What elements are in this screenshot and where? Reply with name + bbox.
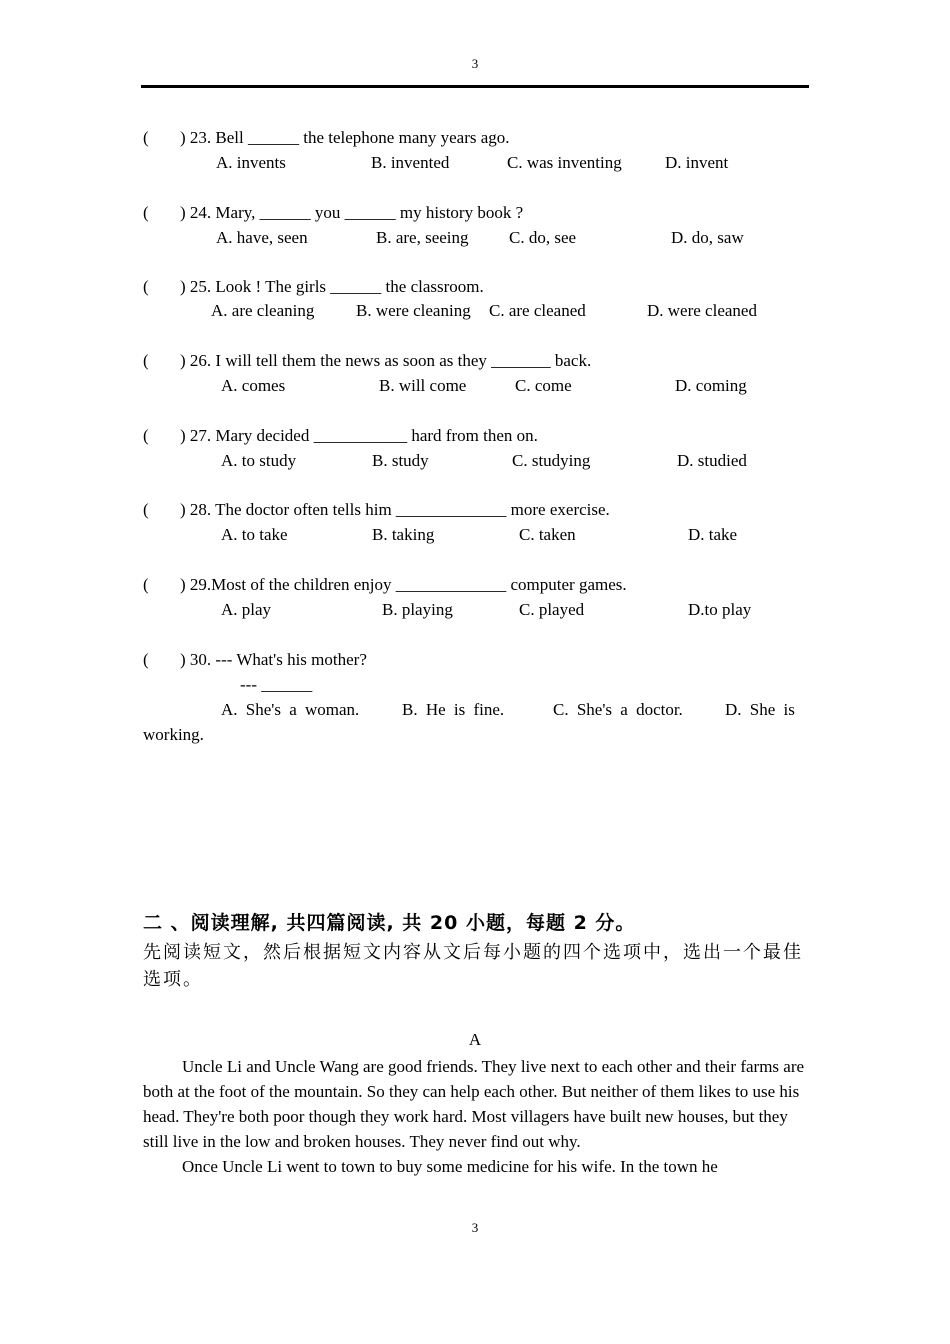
answer-paren: (	[143, 575, 149, 594]
question-25	[143, 274, 484, 299]
option-a: A. to study	[221, 451, 297, 470]
option-a: A. She's a woman.	[221, 700, 360, 719]
option-d-continued: working.	[143, 725, 204, 744]
option-c: C. studying	[512, 451, 591, 470]
option-a: A. play	[221, 600, 272, 619]
passage-paragraph: Once Uncle Li went to town to buy some medicine for his wife. In the town he	[182, 1157, 718, 1176]
option-d: D. studied	[677, 451, 747, 470]
option-b: B. are, seeing	[376, 228, 469, 247]
option-d: D. She is	[725, 700, 795, 719]
answer-paren: (	[143, 650, 149, 669]
option-d: D. coming	[675, 376, 747, 395]
question-stem: ) 25. Look ! The girls ______ the classroom.	[180, 277, 484, 296]
option-b: B. taking	[372, 525, 435, 544]
answer-paren: (	[143, 128, 149, 147]
option-b: B. invented	[371, 153, 450, 172]
question-30	[143, 647, 367, 672]
question-stem: ) 28. The doctor often tells him _____________ more exercise.	[180, 500, 610, 519]
question-23	[143, 125, 510, 150]
question-stem: ) 26. I will tell them the news as soon as they _______ back.	[180, 351, 592, 370]
answer-paren: (	[143, 500, 149, 519]
question-stem: ) 30. --- What's his mother?	[180, 650, 367, 669]
option-c: C. played	[519, 600, 585, 619]
footer-page-number: 3	[471, 1220, 479, 1235]
question-stem: ) 29.Most of the children enjoy _____________ computer games.	[180, 575, 627, 594]
option-c: C. come	[515, 376, 572, 395]
option-b: B. playing	[382, 600, 453, 619]
question-stem: ) 23. Bell ______ the telephone many years ago.	[180, 128, 510, 147]
section-instructions: 先阅读短文，然后根据短文内容从文后每小题的四个选项中，选出一个最佳选项。	[143, 942, 803, 990]
option-c: C. do, see	[509, 228, 577, 247]
question-29	[143, 572, 627, 597]
question-27	[143, 423, 538, 448]
option-b: B. were cleaning	[356, 301, 471, 320]
option-d: D. do, saw	[671, 228, 744, 247]
option-a: A. comes	[221, 376, 286, 395]
option-b: B. He is fine.	[402, 700, 505, 719]
answer-paren: (	[143, 426, 149, 445]
option-d: D.to play	[688, 600, 752, 619]
option-b: B. will come	[379, 376, 467, 395]
answer-paren: (	[143, 277, 149, 296]
answer-paren: (	[143, 203, 149, 222]
question-24	[143, 200, 523, 225]
option-d: D. take	[688, 525, 738, 544]
option-a: A. are cleaning	[211, 301, 315, 320]
answer-blank-line: --- ______	[240, 675, 313, 694]
option-a: A. have, seen	[216, 228, 308, 247]
option-b: B. study	[372, 451, 429, 470]
passage-paragraph: Uncle Li and Uncle Wang are good friends. They live next to each other and their farms are both at the foot of the mountain. So they can help each other. But neither of them likes to use his head. They're both poor though they work hard. Most villagers have built new houses, but they still live in the low and broken houses. They never find out why.	[143, 1057, 805, 1151]
answer-paren: (	[143, 351, 149, 370]
option-c: C. are cleaned	[489, 301, 586, 320]
option-d: D. invent	[665, 153, 729, 172]
option-c: C. was inventing	[507, 153, 622, 172]
question-28	[143, 497, 610, 522]
question-stem: ) 24. Mary, ______ you ______ my history book ?	[180, 203, 524, 222]
header-rule	[141, 85, 809, 88]
header-page-number: 3	[471, 56, 479, 71]
option-a: A. to take	[221, 525, 288, 544]
option-c: C. taken	[519, 525, 576, 544]
option-c: C. She's a doctor.	[553, 700, 683, 719]
question-26	[143, 348, 591, 373]
option-d: D. were cleaned	[647, 301, 757, 320]
option-a: A. invents	[216, 153, 286, 172]
question-stem: ) 27. Mary decided ___________ hard from then on.	[180, 426, 538, 445]
passage-label: A	[468, 1030, 482, 1049]
passage-body	[143, 1054, 811, 1179]
section-title: 二 、阅读理解, 共四篇阅读, 共 20 小题，每题 2 分。	[143, 912, 636, 934]
